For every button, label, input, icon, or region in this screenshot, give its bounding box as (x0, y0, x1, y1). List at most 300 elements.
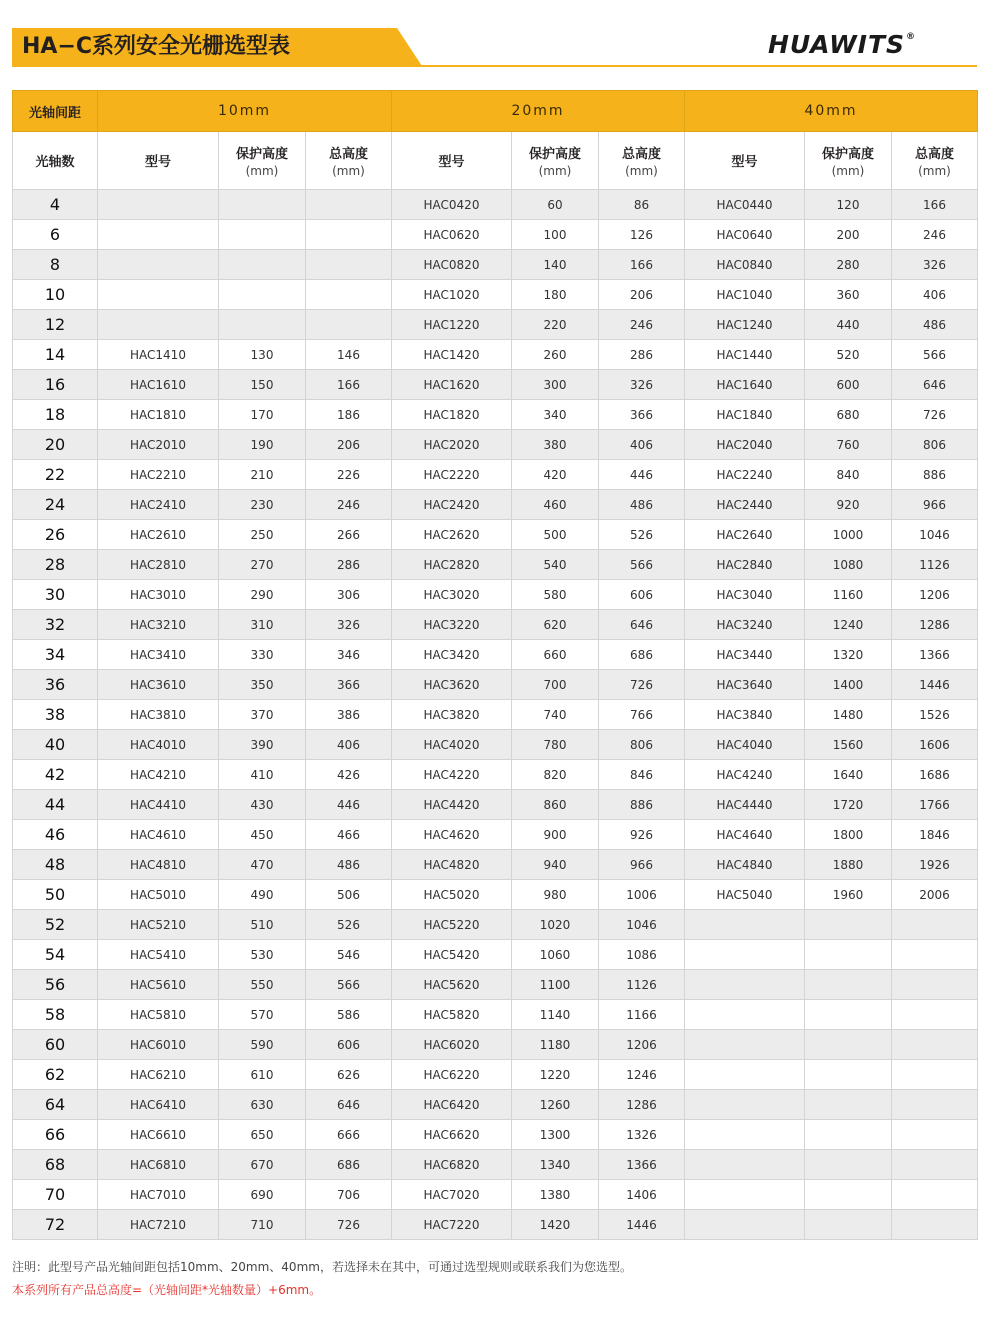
axis-count-cell: 42 (13, 760, 98, 790)
table-row (13, 280, 978, 310)
model-40mm-cell (685, 1060, 805, 1090)
protect-height-10mm-cell: 310 (219, 610, 306, 640)
total-height-40mm-cell: 966 (892, 490, 978, 520)
protect-height-20mm-cell: 740 (512, 700, 599, 730)
axis-count-cell: 44 (13, 790, 98, 820)
protect-height-40mm-cell: 600 (805, 370, 892, 400)
axis-count-cell: 20 (13, 430, 98, 460)
protect-height-40mm-cell: 280 (805, 250, 892, 280)
protect-height-40mm-cell (805, 1120, 892, 1150)
model-10mm-cell: HAC3410 (98, 640, 219, 670)
total-height-20mm-cell: 1446 (599, 1210, 685, 1240)
model-40mm-cell (685, 1180, 805, 1210)
protect-height-40mm-cell (805, 970, 892, 1000)
total-height-20mm-cell: 406 (599, 430, 685, 460)
protect-height-40mm-cell: 920 (805, 490, 892, 520)
table-body (13, 190, 978, 1240)
protect-height-10mm-cell: 650 (219, 1120, 306, 1150)
total-height-10mm-cell: 666 (306, 1120, 392, 1150)
model-10mm-cell: HAC4210 (98, 760, 219, 790)
total-height-20mm-cell: 686 (599, 640, 685, 670)
protect-height-label: 保护高度 (821, 147, 874, 162)
protect-height-20mm-cell: 1100 (512, 970, 599, 1000)
total-height-10mm-cell: 426 (306, 760, 392, 790)
model-40mm-cell: HAC0840 (685, 250, 805, 280)
axis-count-cell: 22 (13, 460, 98, 490)
model-20mm-cell: HAC5020 (392, 880, 512, 910)
selection-table (12, 90, 978, 1240)
total-height-20mm-cell: 1126 (599, 970, 685, 1000)
model-20mm-cell: HAC5420 (392, 940, 512, 970)
protect-height-20mm-cell: 1220 (512, 1060, 599, 1090)
axis-count-cell: 64 (13, 1090, 98, 1120)
model-20mm-cell: HAC4620 (392, 820, 512, 850)
model-20mm-cell: HAC6820 (392, 1150, 512, 1180)
protect-height-10mm-cell: 230 (219, 490, 306, 520)
model-20mm-cell: HAC4420 (392, 790, 512, 820)
total-height-10mm-cell: 246 (306, 490, 392, 520)
protect-height-40mm-cell (805, 1210, 892, 1240)
protect-height-10mm-cell: 550 (219, 970, 306, 1000)
total-height-40mm-cell (892, 940, 978, 970)
model-10mm-cell: HAC6610 (98, 1120, 219, 1150)
model-40mm-cell: HAC2440 (685, 490, 805, 520)
model-20mm-cell: HAC7220 (392, 1210, 512, 1240)
total-height-20mm-cell: 926 (599, 820, 685, 850)
total-height-20mm-cell: 166 (599, 250, 685, 280)
protect-height-10mm-cell (219, 220, 306, 250)
header-divider (12, 65, 977, 67)
total-height-40mm-cell: 1126 (892, 550, 978, 580)
total-height-20mm-cell: 1406 (599, 1180, 685, 1210)
model-10mm-cell: HAC4610 (98, 820, 219, 850)
total-height-40mm-cell: 1046 (892, 520, 978, 550)
total-height-10mm-cell: 206 (306, 430, 392, 460)
total-height-20mm-cell: 846 (599, 760, 685, 790)
total-height-10mm-cell: 526 (306, 910, 392, 940)
group-20mm: 20mm (392, 91, 685, 132)
model-20mm-cell: HAC3420 (392, 640, 512, 670)
axis-count-cell: 36 (13, 670, 98, 700)
model-10mm-cell (98, 220, 219, 250)
protect-height-20mm-cell: 900 (512, 820, 599, 850)
total-height-20mm-cell: 326 (599, 370, 685, 400)
table-row (13, 790, 978, 820)
unit-label: (mm) (332, 164, 365, 178)
protect-height-20mm-cell: 780 (512, 730, 599, 760)
axis-count-cell: 28 (13, 550, 98, 580)
protect-height-10mm-cell (219, 280, 306, 310)
total-height-20mm-cell: 566 (599, 550, 685, 580)
protect-height-40mm-cell (805, 1150, 892, 1180)
model-10mm-cell: HAC6410 (98, 1090, 219, 1120)
protect-height-10mm-cell: 190 (219, 430, 306, 460)
total-height-20mm-cell: 246 (599, 310, 685, 340)
model-10mm-cell: HAC2210 (98, 460, 219, 490)
axis-count-cell: 54 (13, 940, 98, 970)
protect-height-20mm-cell: 420 (512, 460, 599, 490)
model-10mm-cell: HAC1610 (98, 370, 219, 400)
model-10mm-cell: HAC5210 (98, 910, 219, 940)
model-10mm-cell: HAC2610 (98, 520, 219, 550)
model-40mm-cell: HAC3640 (685, 670, 805, 700)
column-header-row (13, 132, 978, 190)
page-header (0, 0, 1000, 70)
protect-height-20mm-cell: 220 (512, 310, 599, 340)
protect-height-40mm-cell: 1640 (805, 760, 892, 790)
protect-height-20mm-cell: 660 (512, 640, 599, 670)
total-height-10mm-cell: 546 (306, 940, 392, 970)
protect-height-20mm-cell: 260 (512, 340, 599, 370)
protect-height-40mm-cell: 200 (805, 220, 892, 250)
model-20mm-cell: HAC0420 (392, 190, 512, 220)
model-40mm-cell: HAC1840 (685, 400, 805, 430)
model-20mm-cell: HAC1820 (392, 400, 512, 430)
total-height-20mm-cell: 86 (599, 190, 685, 220)
group-10mm: 10mm (98, 91, 392, 132)
protect-height-20mm-cell: 620 (512, 610, 599, 640)
axis-count-cell: 56 (13, 970, 98, 1000)
total-height-10mm-cell: 266 (306, 520, 392, 550)
model-10mm-cell: HAC5810 (98, 1000, 219, 1030)
total-height-20mm-cell: 1326 (599, 1120, 685, 1150)
protect-height-20mm-cell: 460 (512, 490, 599, 520)
total-height-10mm-cell: 386 (306, 700, 392, 730)
protect-height-10mm-cell: 370 (219, 700, 306, 730)
total-height-20mm-cell: 366 (599, 400, 685, 430)
axis-count-cell: 48 (13, 850, 98, 880)
model-40mm-cell: HAC2840 (685, 550, 805, 580)
total-height-40mm-cell (892, 1120, 978, 1150)
total-height-10mm-cell: 446 (306, 790, 392, 820)
model-40mm-cell: HAC3440 (685, 640, 805, 670)
table-row (13, 490, 978, 520)
total-height-40mm-cell: 646 (892, 370, 978, 400)
total-height-20mm-cell: 486 (599, 490, 685, 520)
total-height-20mm-cell: 646 (599, 610, 685, 640)
protect-height-20mm-cell: 60 (512, 190, 599, 220)
axis-count-cell: 66 (13, 1120, 98, 1150)
axis-count-cell: 70 (13, 1180, 98, 1210)
total-height-10mm-cell: 226 (306, 460, 392, 490)
table-row (13, 820, 978, 850)
table-row (13, 850, 978, 880)
protect-height-10mm-cell: 690 (219, 1180, 306, 1210)
table-row (13, 310, 978, 340)
model-20mm-cell: HAC2220 (392, 460, 512, 490)
protect-height-40mm-cell: 1320 (805, 640, 892, 670)
model-20mm-cell: HAC2020 (392, 430, 512, 460)
model-10mm-cell: HAC3610 (98, 670, 219, 700)
brand-logo (768, 30, 916, 60)
table-row (13, 340, 978, 370)
total-height-40mm-cell (892, 910, 978, 940)
table-row (13, 610, 978, 640)
table-row (13, 1000, 978, 1030)
model-10mm-cell (98, 250, 219, 280)
protect-height-20mm-cell: 1380 (512, 1180, 599, 1210)
total-height-10mm-cell (306, 220, 392, 250)
model-header: 型号 (392, 132, 512, 190)
total-height-10mm-cell: 626 (306, 1060, 392, 1090)
table-row (13, 550, 978, 580)
model-10mm-cell: HAC4810 (98, 850, 219, 880)
model-20mm-cell: HAC3220 (392, 610, 512, 640)
table-row (13, 760, 978, 790)
axis-count-header: 光轴数 (13, 132, 98, 190)
model-20mm-cell: HAC6020 (392, 1030, 512, 1060)
model-20mm-cell: HAC1420 (392, 340, 512, 370)
protect-height-40mm-cell: 520 (805, 340, 892, 370)
protect-height-20mm-cell: 820 (512, 760, 599, 790)
total-height-20mm-cell: 126 (599, 220, 685, 250)
model-10mm-cell: HAC6010 (98, 1030, 219, 1060)
protect-height-20mm-cell: 340 (512, 400, 599, 430)
unit-label: (mm) (245, 164, 279, 178)
protect-height-label: 保护高度 (528, 147, 581, 162)
axis-count-cell: 68 (13, 1150, 98, 1180)
model-20mm-cell: HAC0820 (392, 250, 512, 280)
model-20mm-cell: HAC2420 (392, 490, 512, 520)
protect-height-40mm-cell (805, 1030, 892, 1060)
model-20mm-cell: HAC3020 (392, 580, 512, 610)
model-40mm-cell (685, 970, 805, 1000)
protect-height-20mm-cell: 380 (512, 430, 599, 460)
model-40mm-cell: HAC3840 (685, 700, 805, 730)
protect-height-20mm-cell: 540 (512, 550, 599, 580)
protect-height-10mm-cell: 250 (219, 520, 306, 550)
protect-height-10mm-cell: 210 (219, 460, 306, 490)
table-row (13, 580, 978, 610)
registered-mark: ® (906, 32, 917, 42)
model-40mm-cell: HAC4040 (685, 730, 805, 760)
total-height-40mm-cell (892, 1210, 978, 1240)
total-height-10mm-cell (306, 190, 392, 220)
table-row (13, 190, 978, 220)
protect-height-10mm-cell: 510 (219, 910, 306, 940)
protect-height-40mm-cell (805, 1000, 892, 1030)
model-10mm-cell: HAC3010 (98, 580, 219, 610)
table-row (13, 700, 978, 730)
total-height-10mm-cell: 346 (306, 640, 392, 670)
model-20mm-cell: HAC5620 (392, 970, 512, 1000)
protect-height-20mm-cell: 100 (512, 220, 599, 250)
total-height-40mm-cell: 1846 (892, 820, 978, 850)
protect-height-40mm-cell (805, 1060, 892, 1090)
total-height-10mm-cell: 326 (306, 610, 392, 640)
model-40mm-cell: HAC3240 (685, 610, 805, 640)
protect-height-20mm-cell: 1180 (512, 1030, 599, 1060)
model-20mm-cell: HAC4220 (392, 760, 512, 790)
axis-count-cell: 30 (13, 580, 98, 610)
model-20mm-cell: HAC1220 (392, 310, 512, 340)
model-40mm-cell: HAC2040 (685, 430, 805, 460)
model-40mm-cell: HAC3040 (685, 580, 805, 610)
model-40mm-cell: HAC1440 (685, 340, 805, 370)
model-40mm-cell: HAC0440 (685, 190, 805, 220)
model-40mm-cell: HAC4240 (685, 760, 805, 790)
axis-count-cell: 38 (13, 700, 98, 730)
protect-height-20mm-cell: 1260 (512, 1090, 599, 1120)
model-20mm-cell: HAC4820 (392, 850, 512, 880)
table-row (13, 400, 978, 430)
total-height-20mm-cell: 286 (599, 340, 685, 370)
unit-label: (mm) (918, 164, 951, 178)
axis-count-cell: 14 (13, 340, 98, 370)
total-height-label: 总高度 (328, 147, 368, 162)
table-row (13, 1210, 978, 1240)
axis-count-cell: 16 (13, 370, 98, 400)
total-height-40mm-cell (892, 1090, 978, 1120)
protect-height-40mm-cell (805, 1180, 892, 1210)
model-20mm-cell: HAC3820 (392, 700, 512, 730)
model-20mm-cell: HAC6420 (392, 1090, 512, 1120)
protect-height-10mm-cell: 350 (219, 670, 306, 700)
table-row (13, 1150, 978, 1180)
axis-count-cell: 46 (13, 820, 98, 850)
model-10mm-cell: HAC5410 (98, 940, 219, 970)
table-row (13, 1090, 978, 1120)
total-height-20mm-cell: 1246 (599, 1060, 685, 1090)
protect-height-40mm-cell: 1160 (805, 580, 892, 610)
model-10mm-cell (98, 310, 219, 340)
protect-height-label: 保护高度 (235, 147, 288, 162)
table-row (13, 250, 978, 280)
protect-height-40mm-cell: 1560 (805, 730, 892, 760)
protect-height-40mm-cell: 1000 (805, 520, 892, 550)
protect-height-10mm-cell: 610 (219, 1060, 306, 1090)
table-row (13, 1120, 978, 1150)
model-40mm-cell: HAC0640 (685, 220, 805, 250)
protect-height-10mm-cell (219, 190, 306, 220)
model-40mm-cell: HAC4640 (685, 820, 805, 850)
protect-height-10mm-cell: 170 (219, 400, 306, 430)
total-height-20mm-cell: 1006 (599, 880, 685, 910)
table-row (13, 730, 978, 760)
spacing-label: 光轴间距 (13, 91, 98, 132)
total-height-20mm-cell: 726 (599, 670, 685, 700)
model-10mm-cell: HAC4410 (98, 790, 219, 820)
axis-count-cell: 40 (13, 730, 98, 760)
model-10mm-cell: HAC1410 (98, 340, 219, 370)
total-height-40mm-cell: 886 (892, 460, 978, 490)
protect-height-10mm-cell: 330 (219, 640, 306, 670)
total-height-10mm-cell: 706 (306, 1180, 392, 1210)
table-row (13, 670, 978, 700)
total-height-20mm-cell: 1086 (599, 940, 685, 970)
model-10mm-cell: HAC5610 (98, 970, 219, 1000)
total-height-header (892, 132, 978, 190)
total-height-40mm-cell: 2006 (892, 880, 978, 910)
table-row (13, 970, 978, 1000)
protect-height-40mm-cell: 360 (805, 280, 892, 310)
model-10mm-cell: HAC7210 (98, 1210, 219, 1240)
total-height-40mm-cell: 406 (892, 280, 978, 310)
axis-count-cell: 52 (13, 910, 98, 940)
protect-height-20mm-cell: 1420 (512, 1210, 599, 1240)
protect-height-20mm-cell: 140 (512, 250, 599, 280)
model-20mm-cell: HAC1620 (392, 370, 512, 400)
protect-height-40mm-cell (805, 910, 892, 940)
total-height-10mm-cell: 606 (306, 1030, 392, 1060)
protect-height-40mm-cell: 1880 (805, 850, 892, 880)
brand-logo-text: HUAWITS (768, 30, 906, 59)
total-height-40mm-cell: 726 (892, 400, 978, 430)
axis-count-cell: 58 (13, 1000, 98, 1030)
total-height-20mm-cell: 526 (599, 520, 685, 550)
model-10mm-cell (98, 190, 219, 220)
total-height-20mm-cell: 606 (599, 580, 685, 610)
table-row (13, 640, 978, 670)
protect-height-10mm-cell: 570 (219, 1000, 306, 1030)
total-height-20mm-cell: 1366 (599, 1150, 685, 1180)
protect-height-10mm-cell: 470 (219, 850, 306, 880)
table-row (13, 460, 978, 490)
table-row (13, 940, 978, 970)
model-40mm-cell (685, 1210, 805, 1240)
model-20mm-cell: HAC2620 (392, 520, 512, 550)
model-10mm-cell (98, 280, 219, 310)
protect-height-20mm-cell: 1060 (512, 940, 599, 970)
total-height-10mm-cell: 166 (306, 370, 392, 400)
total-height-20mm-cell: 446 (599, 460, 685, 490)
protect-height-10mm-cell: 630 (219, 1090, 306, 1120)
group-40mm: 40mm (685, 91, 978, 132)
protect-height-20mm-cell: 980 (512, 880, 599, 910)
page-title: HA−C系列安全光栅选型表 (22, 34, 291, 59)
model-40mm-cell (685, 1120, 805, 1150)
total-height-40mm-cell (892, 1060, 978, 1090)
total-height-10mm-cell: 686 (306, 1150, 392, 1180)
axis-count-cell: 32 (13, 610, 98, 640)
protect-height-10mm-cell: 710 (219, 1210, 306, 1240)
total-height-40mm-cell: 1286 (892, 610, 978, 640)
table-row (13, 220, 978, 250)
total-height-40mm-cell: 1526 (892, 700, 978, 730)
protect-height-header (805, 132, 892, 190)
model-40mm-cell: HAC1640 (685, 370, 805, 400)
model-40mm-cell (685, 1030, 805, 1060)
total-height-10mm-cell: 646 (306, 1090, 392, 1120)
total-height-20mm-cell: 1206 (599, 1030, 685, 1060)
protect-height-20mm-cell: 500 (512, 520, 599, 550)
protect-height-20mm-cell: 1300 (512, 1120, 599, 1150)
model-40mm-cell: HAC1240 (685, 310, 805, 340)
model-20mm-cell: HAC5220 (392, 910, 512, 940)
model-20mm-cell: HAC2820 (392, 550, 512, 580)
total-height-header (306, 132, 392, 190)
model-10mm-cell: HAC7010 (98, 1180, 219, 1210)
protect-height-20mm-cell: 940 (512, 850, 599, 880)
protect-height-10mm-cell (219, 310, 306, 340)
model-20mm-cell: HAC0620 (392, 220, 512, 250)
model-10mm-cell: HAC3810 (98, 700, 219, 730)
axis-count-cell: 8 (13, 250, 98, 280)
height-formula-note: 本系列所有产品总高度=（光轴间距*光轴数量）+6mm。 (12, 1283, 322, 1297)
model-40mm-cell: HAC4840 (685, 850, 805, 880)
table-row (13, 520, 978, 550)
model-10mm-cell: HAC1810 (98, 400, 219, 430)
table-row (13, 910, 978, 940)
total-height-40mm-cell: 1766 (892, 790, 978, 820)
total-height-label: 总高度 (914, 147, 954, 162)
protect-height-20mm-cell: 1140 (512, 1000, 599, 1030)
protect-height-20mm-cell: 1340 (512, 1150, 599, 1180)
total-height-40mm-cell: 566 (892, 340, 978, 370)
total-height-40mm-cell: 486 (892, 310, 978, 340)
total-height-10mm-cell: 586 (306, 1000, 392, 1030)
model-40mm-cell: HAC2640 (685, 520, 805, 550)
